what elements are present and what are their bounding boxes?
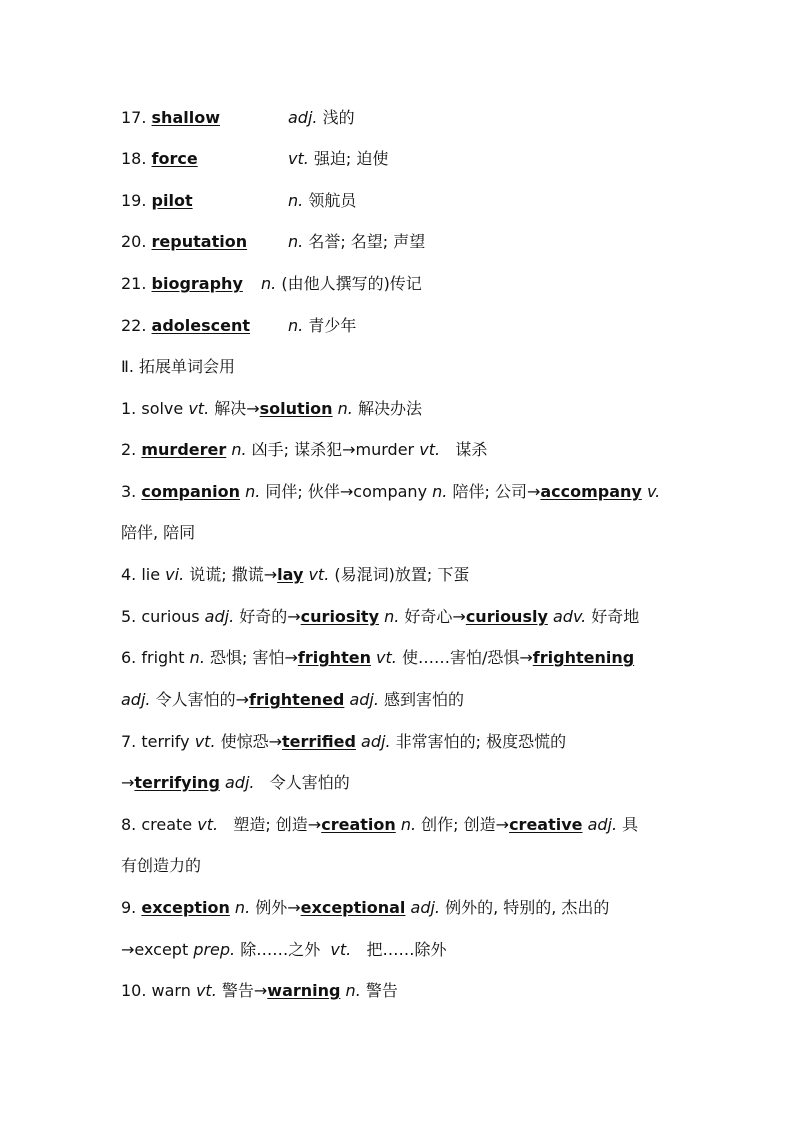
vocab-row [121, 273, 676, 295]
text: 好奇地 [586, 607, 640, 626]
meaning: 领航员 [303, 191, 357, 210]
meaning: 强迫; 迫使 [308, 149, 389, 168]
text: 把……除外 [351, 940, 447, 959]
part-of-speech: n. [395, 815, 417, 834]
part-of-speech: v. [641, 482, 661, 501]
answer-word: warning [267, 981, 341, 1000]
extension-item-6 [121, 647, 676, 669]
answer-word: shallow [151, 108, 220, 127]
answer-word: force [151, 149, 198, 168]
part-of-speech: n. [226, 440, 247, 459]
text: 8. create [121, 815, 198, 834]
text: 创作; 创造→ [416, 815, 510, 834]
text: 恐惧; 害怕→ [204, 648, 298, 667]
part-of-speech: adj. [344, 690, 379, 709]
text: → [121, 773, 135, 792]
part-of-speech: n. [229, 898, 251, 917]
answer-word: companion [141, 482, 241, 501]
item-number: 21. [121, 274, 152, 293]
vocab-row [121, 107, 676, 129]
part-of-speech: vt. [303, 565, 330, 584]
vocab-row [121, 315, 676, 337]
part-of-speech: adj. [121, 690, 151, 709]
part-of-speech: n. [288, 191, 304, 210]
meaning: 浅的 [317, 108, 355, 127]
vocab-row [121, 148, 676, 170]
meaning: (由他人撰写的)传记 [276, 274, 422, 293]
text: 例外→ [250, 898, 301, 917]
answer-word: lay [277, 565, 304, 584]
answer-word: frightened [249, 690, 345, 709]
text: 感到害怕的 [378, 690, 465, 709]
extension-item-7-cont [121, 772, 676, 794]
part-of-speech: prep. [193, 940, 236, 959]
part-of-speech: adj. [204, 607, 235, 626]
part-of-speech: n. [261, 274, 277, 293]
answer-word: frighten [297, 648, 371, 667]
text: 同伴; 伙伴→company [260, 482, 433, 501]
answer-word: murderer [141, 440, 227, 459]
text: 解决办法 [352, 399, 422, 418]
extension-item-10 [121, 980, 676, 1002]
definition [288, 107, 355, 129]
extension-item-3 [121, 481, 676, 503]
extension-item-9 [121, 897, 676, 919]
part-of-speech: n. [379, 607, 400, 626]
text: 谋杀 [440, 440, 488, 459]
text: 警告→ [216, 981, 268, 1000]
answer-word: exception [141, 898, 230, 917]
definition [288, 148, 388, 170]
answer-word: accompany [540, 482, 642, 501]
part-of-speech: vt. [195, 981, 217, 1000]
text: 使……害怕/恐惧→ [396, 648, 533, 667]
extension-item-9-cont [121, 939, 676, 961]
text: 例外的, 特别的, 杰出的 [440, 898, 610, 917]
text: 3. [121, 482, 142, 501]
answer-word: pilot [151, 191, 193, 210]
answer-word: reputation [151, 232, 248, 251]
extension-item-5 [121, 606, 676, 628]
text: 解决→ [209, 399, 260, 418]
text: 非常害怕的; 极度恐慌的 [390, 732, 567, 751]
part-of-speech: vt. [188, 399, 210, 418]
vocab-row [121, 231, 676, 253]
part-of-speech: n. [332, 399, 353, 418]
part-of-speech: vt. [330, 940, 352, 959]
extension-item-2 [121, 439, 676, 461]
text: 具 [617, 815, 639, 834]
text: 好奇心→ [399, 607, 466, 626]
item-number: 18. [121, 149, 152, 168]
part-of-speech: vi. [165, 565, 185, 584]
part-of-speech: n. [288, 316, 304, 335]
answer-word: terrified [282, 732, 356, 751]
part-of-speech: vt. [288, 149, 309, 168]
part-of-speech: adj. [355, 732, 391, 751]
text: 有创造力的 [121, 856, 202, 875]
part-of-speech: adj. [582, 815, 618, 834]
text: 警告 [360, 981, 398, 1000]
section-heading: Ⅱ. 拓展单词会用 [121, 357, 236, 376]
part-of-speech: n. [288, 232, 304, 251]
extension-item-8-cont [121, 855, 676, 877]
item-number: 19. [121, 191, 152, 210]
answer-word: exceptional [300, 898, 406, 917]
item-number: 17. [121, 108, 152, 127]
part-of-speech: n. [432, 482, 448, 501]
part-of-speech: adj. [405, 898, 440, 917]
text: 5. curious [121, 607, 205, 626]
vocab-row [121, 190, 676, 212]
text: 2. [121, 440, 142, 459]
part-of-speech: vt. [194, 732, 216, 751]
item-number: 20. [121, 232, 152, 251]
text: 塑造; 创造→ [218, 815, 322, 834]
answer-word: biography [151, 274, 243, 293]
text: 令人害怕的 [254, 773, 350, 792]
part-of-speech: vt. [370, 648, 397, 667]
part-of-speech: vt. [197, 815, 219, 834]
extension-item-3-cont [121, 522, 676, 544]
answer-word: adolescent [151, 316, 251, 335]
text: 陪伴, 陪同 [121, 523, 196, 542]
answer-word: solution [259, 399, 333, 418]
text: 凶手; 谋杀犯→murder [246, 440, 420, 459]
answer-word: frightening [532, 648, 635, 667]
answer-word: terrifying [134, 773, 220, 792]
text: 陪伴; 公司→ [447, 482, 541, 501]
text: →except [121, 940, 194, 959]
text: 令人害怕的→ [150, 690, 249, 709]
text: (易混词)放置; 下蛋 [329, 565, 470, 584]
extension-item-1 [121, 398, 676, 420]
part-of-speech: n. [240, 482, 261, 501]
part-of-speech: n. [340, 981, 361, 1000]
text: 好奇的→ [234, 607, 301, 626]
text: 1. solve [121, 399, 189, 418]
part-of-speech: adj. [219, 773, 255, 792]
definition [288, 231, 425, 253]
part-of-speech: adj. [288, 108, 318, 127]
part-of-speech: adv. [547, 607, 587, 626]
part-of-speech: vt. [419, 440, 441, 459]
extension-item-4 [121, 564, 676, 586]
item-number: 22. [121, 316, 152, 335]
meaning: 青少年 [303, 316, 357, 335]
meaning: 名誉; 名望; 声望 [303, 232, 426, 251]
extension-item-7 [121, 731, 676, 753]
text: 9. [121, 898, 142, 917]
definition [261, 273, 422, 295]
part-of-speech: n. [189, 648, 205, 667]
answer-word: creative [509, 815, 583, 834]
text: 说谎; 撒谎→ [184, 565, 278, 584]
text: 7. terrify [121, 732, 195, 751]
text: 10. warn [121, 981, 196, 1000]
answer-word: curiously [465, 607, 548, 626]
definition [288, 190, 356, 212]
extension-item-6-cont [121, 689, 676, 711]
text: 4. lie [121, 565, 166, 584]
text: 6. fright [121, 648, 190, 667]
definition [288, 315, 356, 337]
extension-item-8 [121, 814, 676, 836]
text: 使惊恐→ [215, 732, 283, 751]
answer-word: creation [321, 815, 396, 834]
text: 除……之外 [235, 940, 331, 959]
answer-word: curiosity [300, 607, 379, 626]
